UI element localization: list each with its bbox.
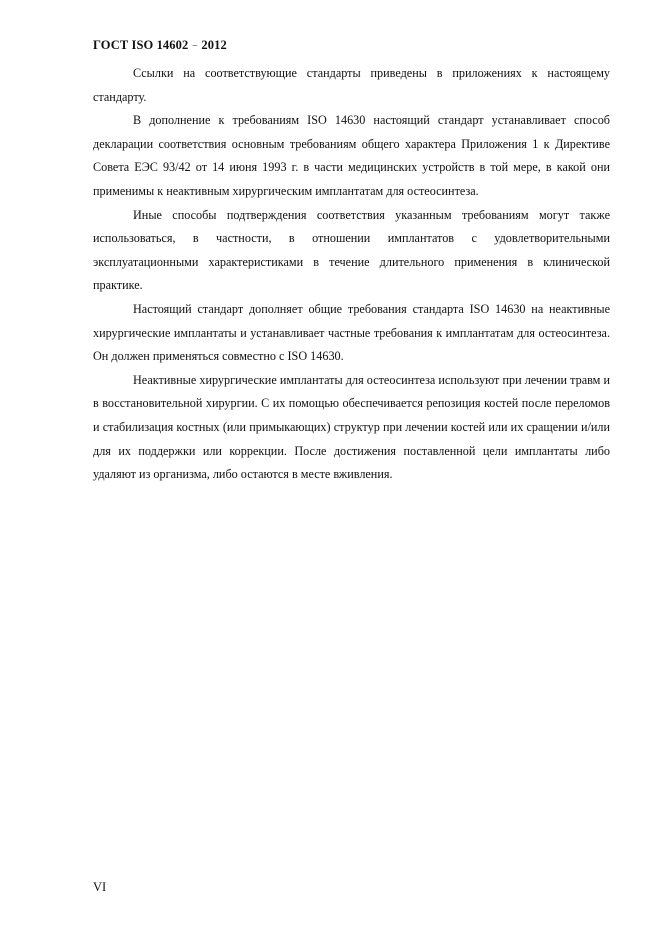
paragraph: Настоящий стандарт дополняет общие требования стандарта ISO 14630 на неактивные хирургические имплантаты и устанавливает частные требования к имплантатам для остеосинтеза. Он должен применяться совместно с ISO 14630.: [93, 301, 610, 364]
running-header: [93, 38, 227, 53]
page-number: VI: [93, 880, 107, 894]
header-standard: ГОСТ ISO 14602: [93, 38, 189, 52]
header-year: 2012: [201, 38, 227, 52]
header-dash: –: [192, 40, 198, 50]
paragraph: В дополнение к требованиям ISO 14630 настоящий стандарт устанавливает способ декларации соответствия основным требованиям общего характера Приложения 1 к Директиве Совета ЕЭС 93/42 от 14 июня 1993 г. в части медицинских устройств в той мере, в какой они применимы к неактивным хирургическим имплантатам для остеосинтеза.: [93, 113, 610, 198]
paragraph: Ссылки на соответствующие стандарты приведены в приложениях к настоящему стандарту.: [93, 66, 610, 104]
body-text: [93, 62, 610, 487]
paragraph: Иные способы подтверждения соответствия указанным требованиям могут также использоваться, в частности, в отношении имплантатов с удовлетворительными эксплуатационными характеристиками в течение длительного применения в клинической практике.: [93, 207, 610, 293]
paragraph: Неактивные хирургические имплантаты для остеосинтеза используют при лечении травм и в восстановительной хирургии. С их помощью обеспечивается репозиция костей после переломов и стабилизация костных (или примыкающих) структур при лечении костей или их сращении и/или для их поддержки или коррекции. После достижения поставленной цели имплантаты либо удаляют из организма, либо остаются в месте вживления.: [93, 372, 610, 482]
